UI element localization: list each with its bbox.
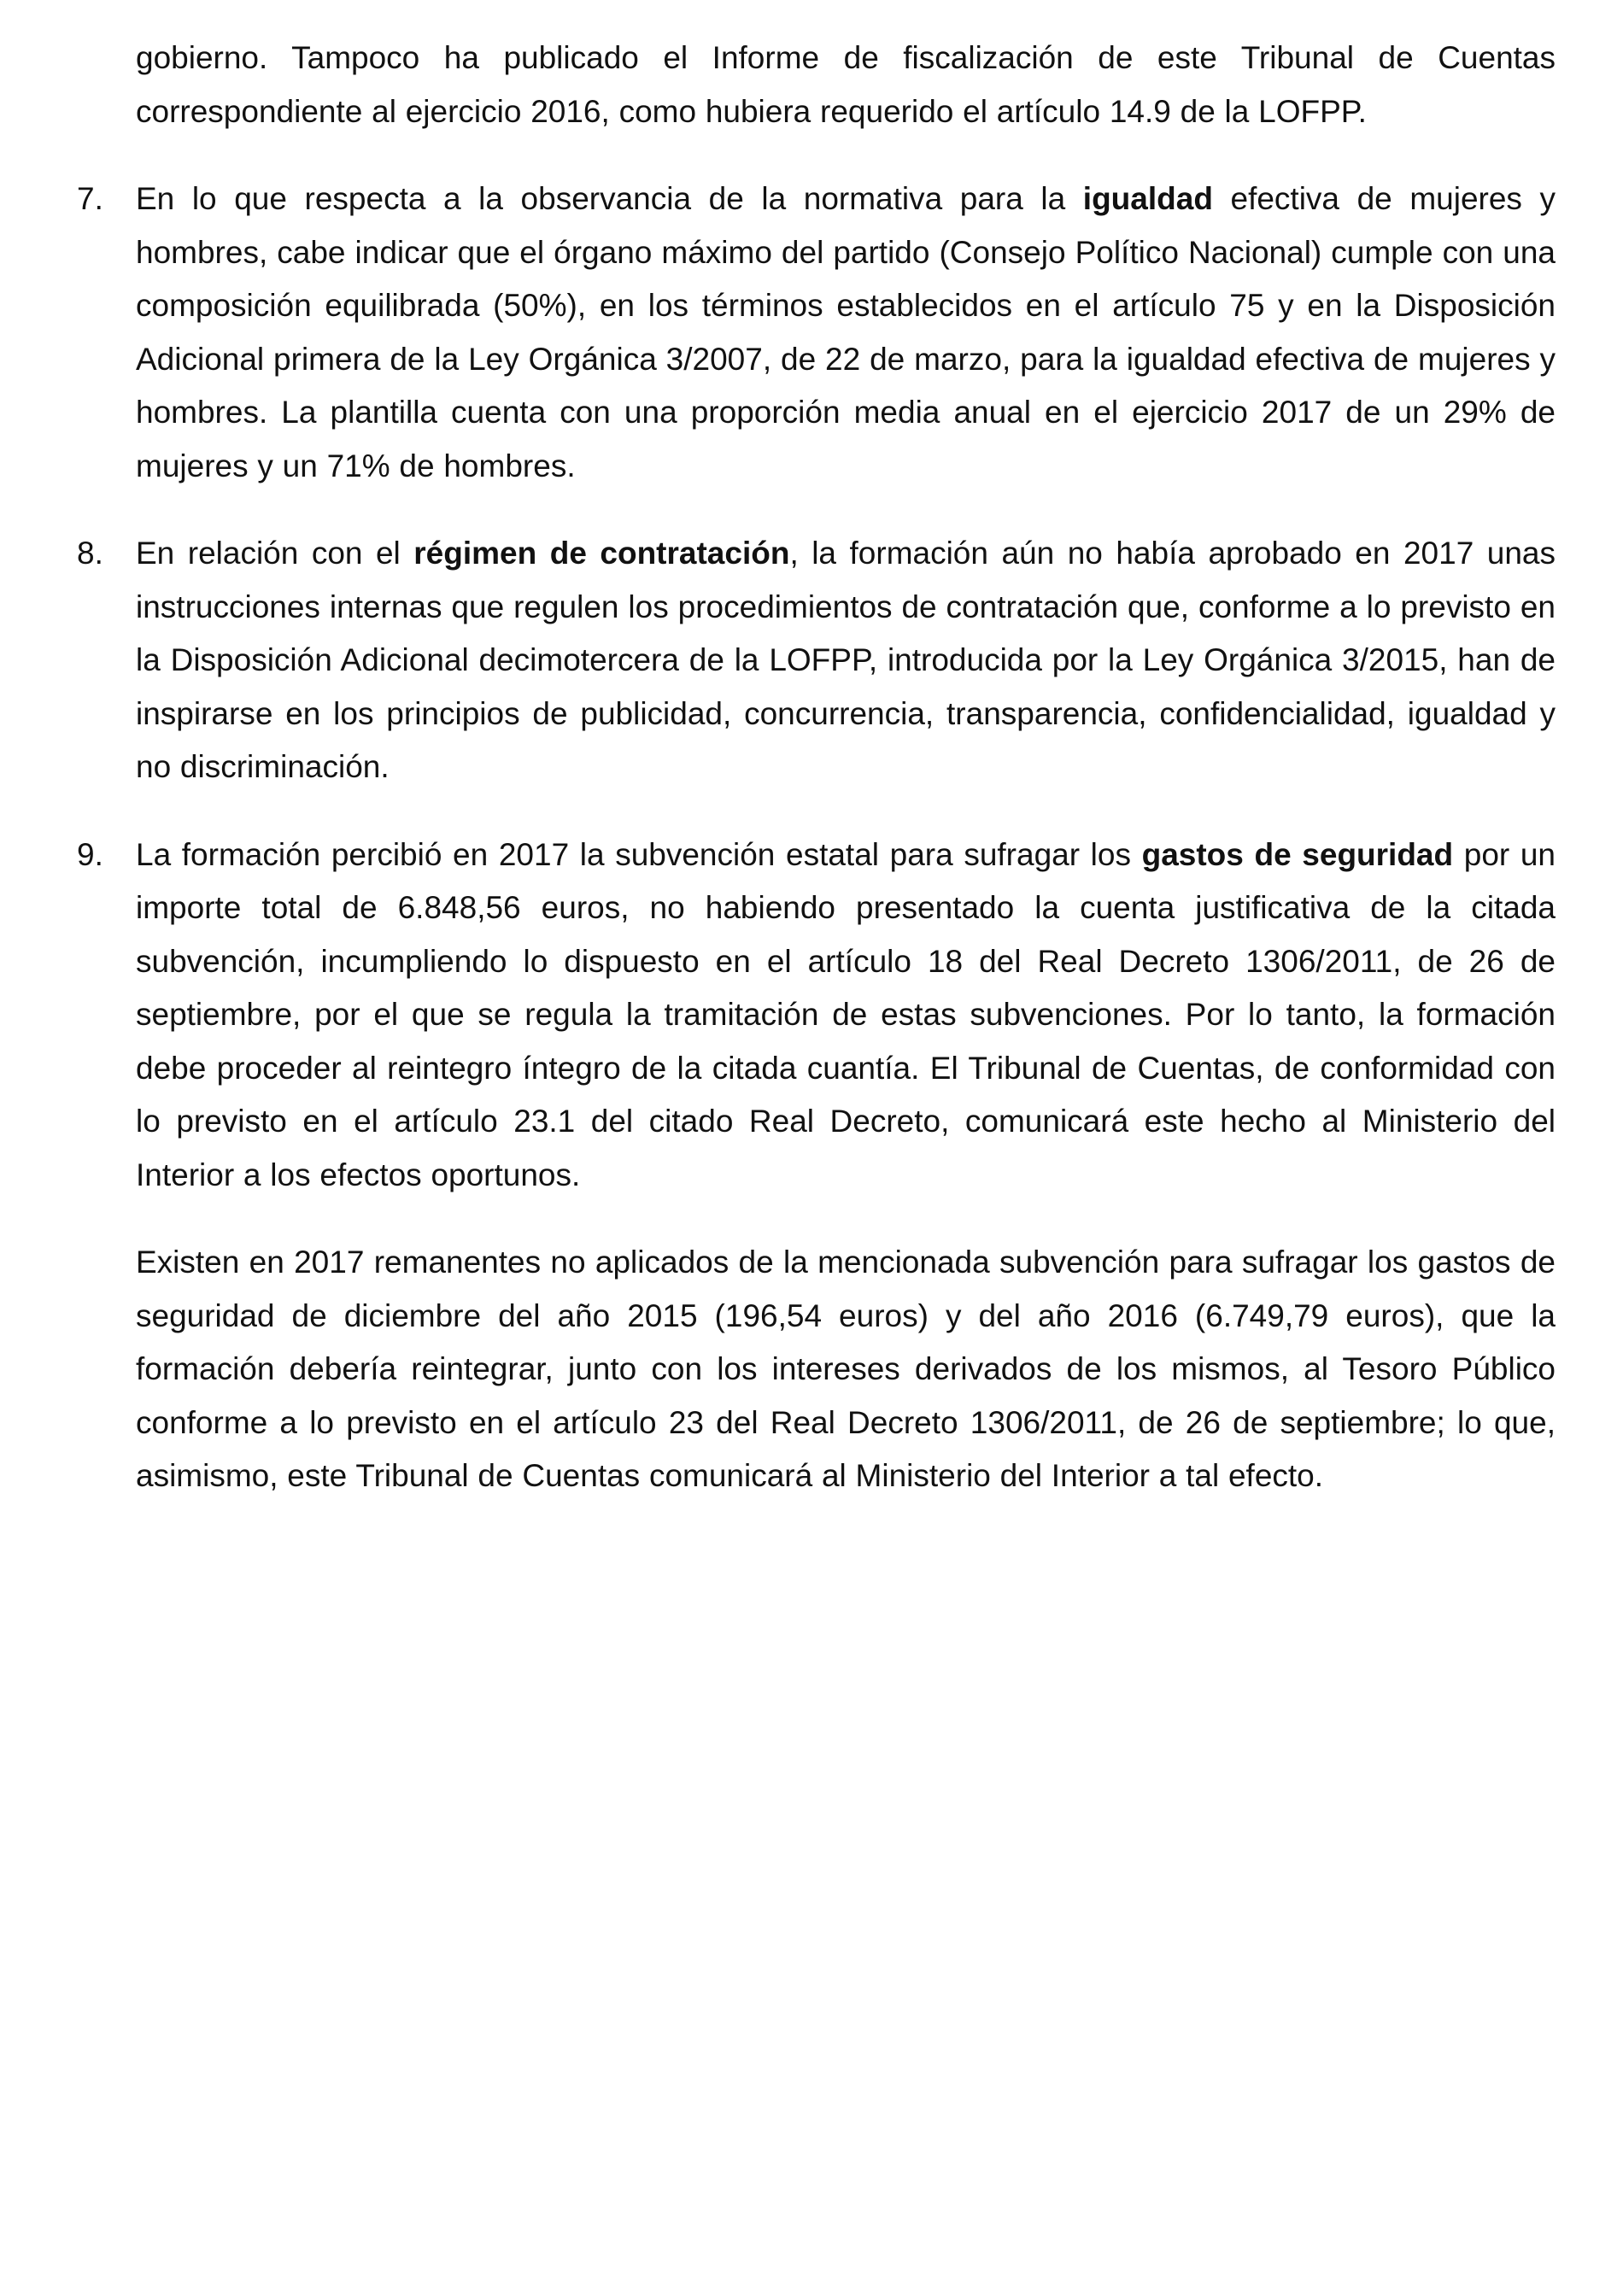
closing-paragraph: Existen en 2017 remanentes no aplicados de la mencionada subvención para sufragar los gastos de seguridad de diciembre del año 2015 (196,54 euros) y del año 2016 (6.749,79 euros), que la formación debería reintegrar, junto con los intereses derivados de los mismos, al Tesoro Público conforme a lo previsto en el artículo 23 del Real Decreto 1306/2011, de 26 de septiembre; lo que, asimismo, este Tribunal de Cuentas comunicará al Ministerio del Interior a tal efecto. (136, 1245, 1556, 1493)
item-number: 7. (77, 181, 103, 216)
item-text-before: En relación con el (136, 536, 414, 571)
text-column (77, 32, 1556, 1503)
list-item-8 (77, 527, 1556, 794)
item-number: 9. (77, 836, 103, 872)
item-number: 8. (77, 536, 103, 571)
item-paragraph (136, 527, 1556, 794)
item-paragraph (136, 173, 1556, 493)
item-paragraph (136, 829, 1556, 1203)
item-text-before: En lo que respecta a la observancia de la normativa para la (136, 181, 1083, 216)
item-text-before: La formación percibió en 2017 la subvención estatal para sufragar los (136, 836, 1142, 872)
item-highlight: gastos de seguridad (1141, 836, 1454, 872)
item-text-after: por un importe total de 6.848,56 euros, no habiendo presentado la cuenta justificativa de la citada subvención, incumpliendo lo dispuesto en el artículo 18 del Real Decreto 1306/2011, de 26 de septiembre, por el que se regula la tramitación de estas subvenciones. Por lo tanto, la formación debe proceder al reintegro íntegro de la citada cuantía. El Tribunal de Cuentas, de conformidad con lo previsto en el artículo 23.1 del citado Real Decreto, comunicará este hecho al Ministerio del Interior a los efectos oportunos. (136, 836, 1556, 1192)
item-highlight: régimen de contratación (413, 536, 790, 571)
item-text-after: , la formación aún no había aprobado en 2017 unas instrucciones internas que regulen los procedimientos de contratación que, conforme a lo previsto en la Disposición Adicional decimotercera de la LOFPP, introducida por la Ley Orgánica 3/2015, han de inspirarse en los principios de publicidad, concurrencia, transparencia, confidencialidad, igualdad y no discriminación. (136, 536, 1556, 784)
list-item-7 (77, 173, 1556, 493)
list-item-9 (77, 829, 1556, 1203)
item-text-after: efectiva de mujeres y hombres, cabe indicar que el órgano máximo del partido (Consejo Político Nacional) cumple con una composición equilibrada (50%), en los términos establecidos en el artículo 75 y en la Disposición Adicional primera de la Ley Orgánica 3/2007, de 22 de marzo, para la igualdad efectiva de mujeres y hombres. La plantilla cuenta con una proporción media anual en el ejercicio 2017 de un 29% de mujeres y un 71% de hombres. (136, 181, 1556, 483)
intro-paragraph: gobierno. Tampoco ha publicado el Informe de fiscalización de este Tribunal de Cuentas correspondiente al ejercicio 2016, como hubiera requerido el artículo 14.9 de la LOFPP. (136, 40, 1556, 129)
item-highlight: igualdad (1082, 181, 1213, 216)
